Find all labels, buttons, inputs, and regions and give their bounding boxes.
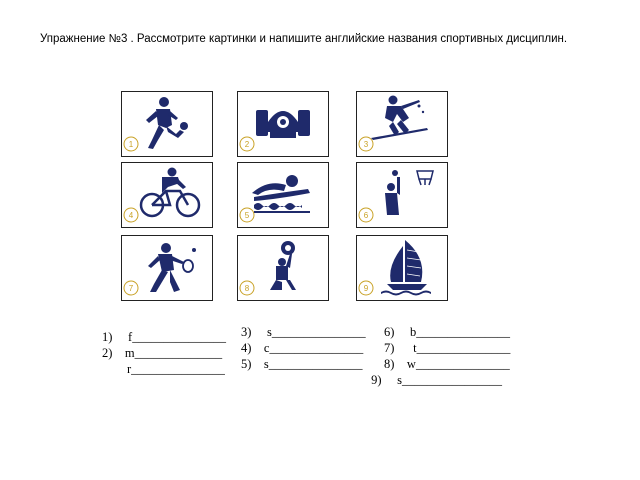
- picture-number: 6: [363, 211, 369, 220]
- cyclist-icon: [122, 163, 212, 227]
- picture-football: [121, 91, 213, 157]
- race-car-icon: [238, 92, 328, 156]
- picture-number: 2: [244, 140, 250, 149]
- picture-weightlifting: [237, 235, 329, 301]
- exercise-title: Упражнение №3 . Рассмотрите картинки и напишите английские названия спортивных дисциплин.: [40, 33, 568, 45]
- answer-line-7: 7) t_______________: [384, 341, 511, 355]
- weightlifter-icon: [238, 236, 328, 300]
- picture-skiing: [356, 91, 448, 157]
- picture-tennis: [121, 235, 213, 301]
- picture-number: 8: [244, 284, 250, 293]
- answer-line-5: 5) s_______________: [241, 357, 363, 371]
- picture-basketball: [356, 162, 448, 228]
- picture-number: 9: [363, 284, 369, 293]
- picture-number: 5: [244, 211, 250, 220]
- answer-line-2b: r_______________: [102, 362, 225, 376]
- basketball-player-icon: [357, 163, 447, 227]
- skier-icon: [357, 92, 447, 156]
- picture-cycling: [121, 162, 213, 228]
- swimmer-icon: [238, 163, 328, 227]
- picture-number: 1: [128, 140, 134, 149]
- picture-swimming: [237, 162, 329, 228]
- answer-line-6: 6) b_______________: [384, 325, 511, 339]
- picture-sailing: [356, 235, 448, 301]
- answer-line-3: 3) s_______________: [241, 325, 366, 339]
- answer-line-4: 4) c_______________: [241, 341, 364, 355]
- answer-line-9: 9) s________________: [343, 373, 503, 387]
- picture-car-racing: [237, 91, 329, 157]
- picture-number: 7: [128, 284, 134, 293]
- picture-number: 3: [363, 140, 369, 149]
- picture-number: 4: [128, 211, 134, 220]
- answer-line-8: 8) w_______________: [384, 357, 510, 371]
- sailboat-icon: [357, 236, 447, 300]
- answer-line-1: 1) f_______________: [102, 330, 226, 344]
- answer-line-2: 2) m______________: [102, 346, 223, 360]
- tennis-player-icon: [122, 236, 212, 300]
- football-player-icon: [122, 92, 212, 156]
